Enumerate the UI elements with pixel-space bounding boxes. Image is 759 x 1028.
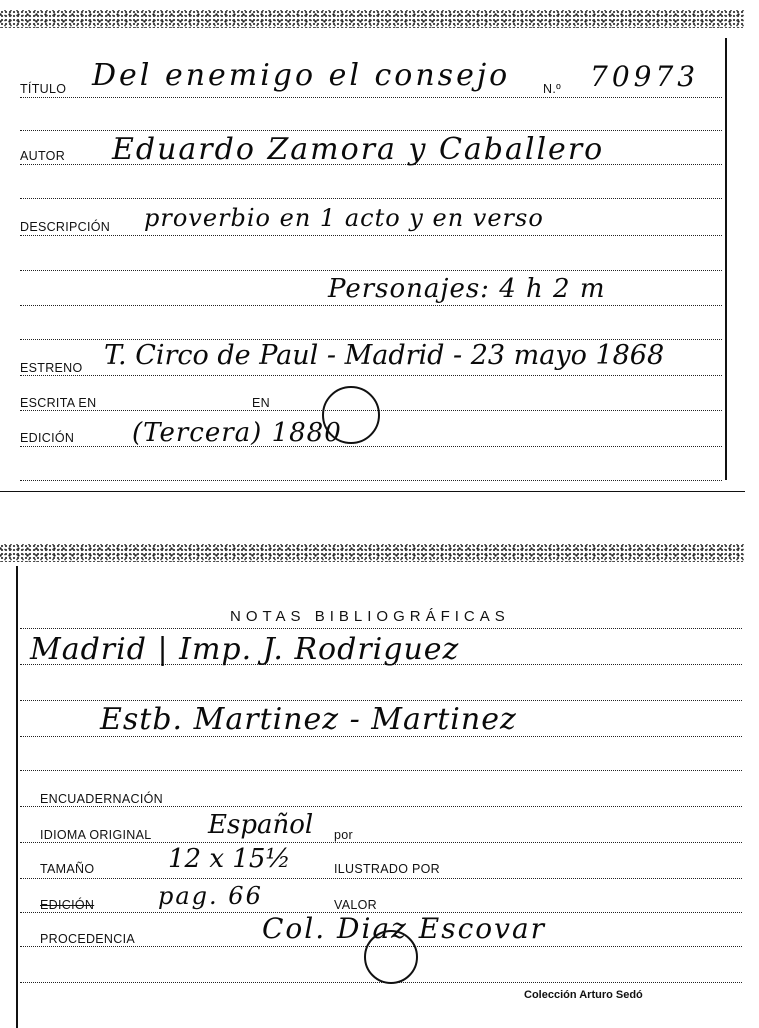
note-line-2: Estb. Martinez - Martinez [100,702,517,737]
tamano-label: TAMAÑO [40,862,95,876]
numero-label: N.º [543,82,561,96]
tamano-value: 12 x 15½ [168,844,291,874]
edicion-value: (Tercera) 1880 [132,418,342,448]
row-line [20,198,722,199]
row-line [20,806,742,807]
notas-heading: NOTAS BIBLIOGRÁFICAS [230,608,510,625]
valor-label: VALOR [334,898,377,912]
catalog-card-front [0,0,745,492]
punch-hole [364,930,418,984]
en-label: EN [252,396,270,410]
row-line [20,375,722,376]
card-bottom-edge [0,491,745,492]
encuadernacion-label: ENCUADERNACIÓN [40,792,163,806]
edicion-value: pag. 66 [158,882,263,910]
escrita-en-label: ESCRITA EN [20,396,97,410]
scan-border-top [0,544,745,562]
collection-credit: Colección Arturo Sedó [524,989,643,1001]
card-left-edge [16,566,18,1028]
ilustrado-label: ILUSTRADO POR [334,862,440,876]
row-line [20,842,742,843]
row-line [20,700,742,701]
row-line [20,270,722,271]
row-line [20,878,742,879]
punch-hole [322,386,380,444]
catalog-card-back [0,538,745,1028]
titulo-value: Del enemigo el consejo [92,58,511,93]
row-line [20,305,722,306]
numero-value: 70973 [590,60,700,93]
idioma-value: Español [208,810,314,840]
row-line [20,480,722,481]
row-line [20,235,722,236]
row-line [20,130,722,131]
row-line [20,770,742,771]
card-right-edge [725,38,727,480]
estreno-label: ESTRENO [20,361,83,375]
edicion-label: EDICIÓN [20,431,75,445]
personajes-value: Personajes: 4 h 2 m [328,274,606,304]
edicion-label: EDICIÓN [40,898,95,912]
titulo-label: TÍTULO [20,82,67,96]
scan-border-top [0,10,745,28]
autor-label: AUTOR [20,149,66,163]
autor-value: Eduardo Zamora y Caballero [112,132,605,167]
procedencia-label: PROCEDENCIA [40,932,135,946]
descripcion-value: proverbio en 1 acto y en verso [144,204,544,232]
procedencia-value: Col. Diaz Escovar [262,912,547,945]
por-label: por [334,828,353,842]
row-line [20,628,742,629]
idioma-label: IDIOMA ORIGINAL [40,828,152,842]
note-line-1: Madrid | Imp. J. Rodriguez [30,632,460,667]
row-line [20,446,722,447]
estreno-value: T. Circo de Paul - Madrid - 23 mayo 1868 [104,340,665,371]
descripcion-label: DESCRIPCIÓN [20,220,111,234]
row-line [20,97,722,98]
